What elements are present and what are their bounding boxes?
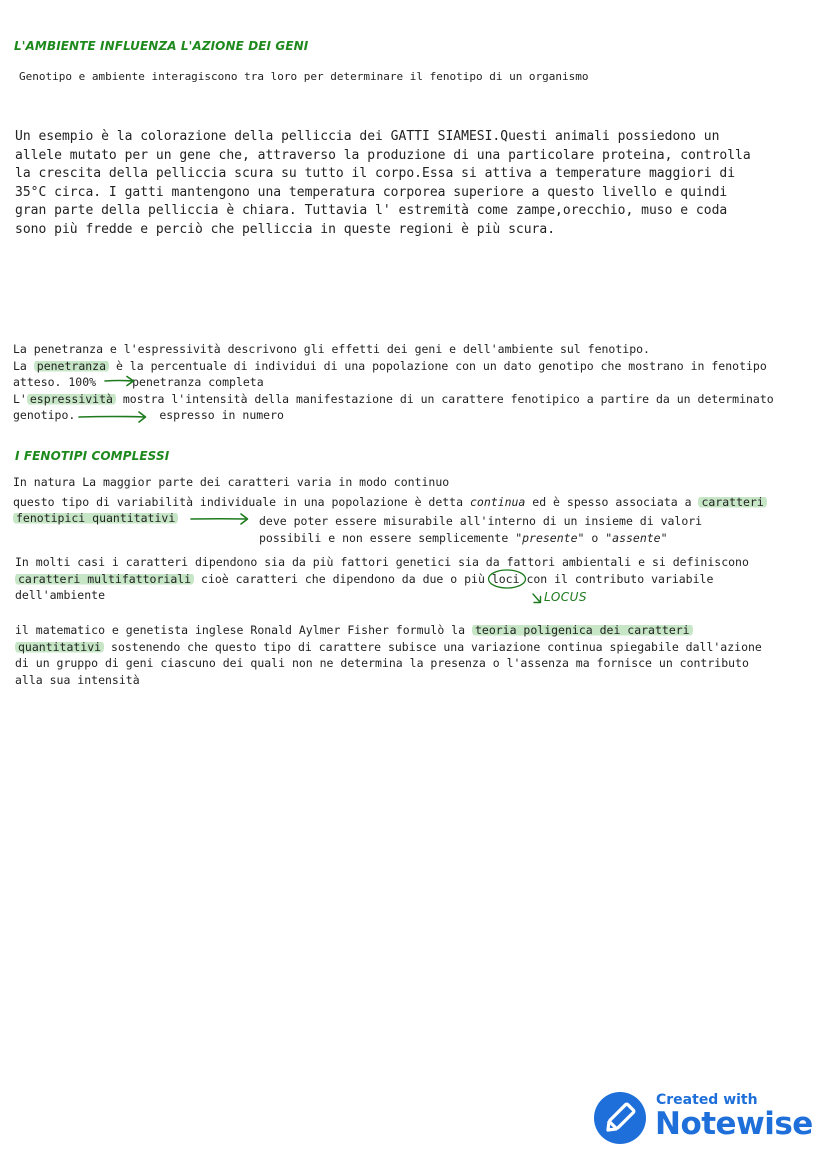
- down-arrow-icon: [531, 593, 543, 605]
- p3-line3: di un gruppo di geni ciascuno dei quali non ne determina la presenza o l'assenza ma fornisce un contributo: [15, 656, 749, 670]
- p2-line3: dell'ambiente: [15, 588, 106, 602]
- paragraph-line: allele mutato per un gene che, attraverso la produzione di una particolare proteina, controlla: [15, 147, 751, 163]
- penetranza-line1: La penetranza e l'espressività descrivono gli effetti dei geni e dell'ambiente sul fenotipo.: [13, 342, 650, 356]
- section-title-fenotipi: I FENOTIPI COMPLESSI: [15, 449, 170, 463]
- intro-text: Genotipo e ambiente interagiscono tra loro per determinare il fenotipo di un organismo: [19, 70, 589, 83]
- highlight-caratteri: caratteri: [698, 495, 766, 509]
- fenotipi-p3: [15, 622, 762, 688]
- arrow-icon: [190, 512, 250, 526]
- p3-line2: quantitativi sostenendo che questo tipo di carattere subisce una variazione continua spiegabile dall'azione: [15, 639, 762, 656]
- espressivita-line2: genotipo. espresso in numero: [13, 408, 284, 422]
- brand-created-with: Created with: [656, 1092, 758, 1108]
- p2-line2: caratteri multifattoriali cioè caratteri che dipendono da due o più loci con il contributo variabile: [15, 571, 749, 588]
- p2-line1: In molti casi i caratteri dipendono sia da più fattori genetici sia da fattori ambientali e si definiscono: [15, 555, 749, 569]
- fenotipi-note: [259, 513, 702, 546]
- penetranza-line2: La penetranza è la percentuale di individui di una popolazione con un dato genotipo che mostrano in fenotipo: [13, 358, 767, 373]
- notewise-brand: [593, 1089, 813, 1147]
- p1-line2: questo tipo di variabilità individuale in una popolazione è detta continua ed è spesso associata a caratteri: [13, 494, 767, 511]
- note-espresso-numero: espresso in numero: [159, 408, 284, 422]
- circle-mark-icon: [487, 568, 529, 590]
- arrow-icon: [78, 410, 148, 424]
- highlight-quantitativi: quantitativi: [15, 640, 104, 654]
- handnote-locus: LOCUS: [544, 590, 588, 604]
- arrow-icon: [104, 375, 136, 387]
- highlight-espressivita: espressività: [27, 392, 116, 406]
- p3-line4: alla sua intensità: [15, 672, 140, 687]
- section-title-ambiente: L'AMBIENTE INFLUENZA L'AZIONE DEI GENI: [14, 39, 309, 53]
- paragraph-line: sono più fredde e perciò che pelliccia in queste regioni è più scura.: [15, 221, 556, 237]
- p1-line1: In natura La maggior parte dei caratteri varia in modo continuo: [13, 475, 450, 489]
- highlight-teoria-poligenica: teoria poligenica dei caratteri: [472, 623, 693, 637]
- note-line1: deve poter essere misurabile all'interno di un insieme di valori: [259, 514, 703, 528]
- highlight-fenotipici-quantitativi: fenotipici quantitativi: [13, 511, 178, 525]
- circled-loci: loci: [492, 571, 520, 588]
- paragraph-line: gran parte della pelliccia è chiara. Tuttavia l' estremità come zampe,orecchio, muso e coda: [15, 203, 728, 219]
- note-line2: possibili e non essere semplicemente "presente" o "assente": [259, 530, 668, 545]
- brand-name: Notewise: [655, 1106, 813, 1142]
- fenotipi-p2: [15, 554, 749, 604]
- paragraph-line: 35°C circa. I gatti mantengono una temperatura corporea superiore a questo livello e quindi: [15, 184, 728, 200]
- highlight-penetranza: penetranza: [34, 359, 109, 373]
- paragraph-line: Un esempio è la colorazione della pelliccia dei GATTI SIAMESI.Questi animali possiedono un: [15, 129, 720, 144]
- paragraph-line: la crescita della pelliccia scura su tutto il corpo.Essa si attiva a temperature maggiori di: [15, 166, 736, 182]
- espressivita-line: L' espressività mostra l'intensità della manifestazione di un carattere fenotipico a partire da un determinato: [13, 391, 774, 406]
- siamese-paragraph: [15, 128, 751, 240]
- note-penetranza-completa: penetranza completa: [132, 375, 264, 389]
- highlight-multifattoriali: caratteri multifattoriali: [15, 572, 194, 586]
- penetranza-line3: atteso. 100% penetranza completa: [13, 375, 264, 389]
- pencil-icon: [593, 1091, 647, 1145]
- p3-line1: il matematico e genetista inglese Ronald Aylmer Fisher formulò la teoria poligenica dei caratteri: [15, 622, 762, 639]
